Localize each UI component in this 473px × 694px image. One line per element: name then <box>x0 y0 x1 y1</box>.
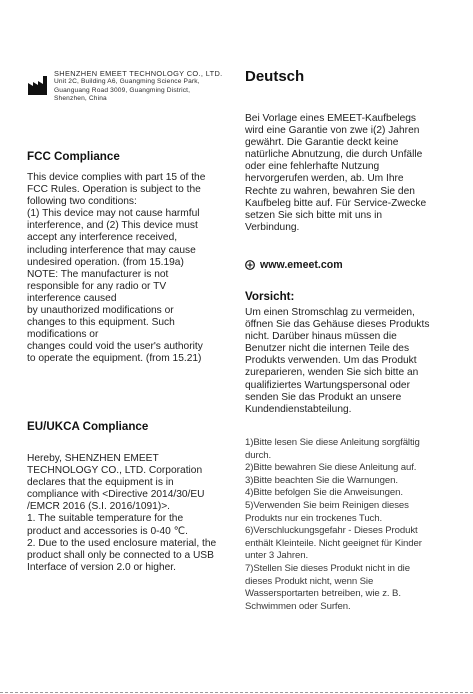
vorsicht-line: Kundendienstabteilung. <box>245 403 352 415</box>
eu-line: 1. The suitable temperature for the <box>27 513 184 525</box>
deutsch-line: Bei Vorlage eines EMEET-Kaufbelegs <box>245 113 417 124</box>
manufacturer-block <box>27 68 227 118</box>
eu-line: Interface of version 2.0 or higher. <box>27 561 176 573</box>
eu-ukca-heading: EU/UKCA Compliance <box>27 420 149 433</box>
fcc-line: changes to this equipment. Such <box>27 317 175 329</box>
deutsch-line: Verbindung. <box>245 221 300 233</box>
vorsicht-line: Produkts verwenden. Um das Produkt <box>245 355 417 367</box>
fcc-line: This device complies with part 15 of the <box>27 172 206 183</box>
fcc-line: modifications or <box>27 329 99 341</box>
deutsch-line: gewährt. Die Garantie deckt keine <box>245 137 399 149</box>
list-item: 5)Verwenden Sie beim Reinigen dieses <box>245 499 409 511</box>
deutsch-line: natürliche Abnutzung, die durch Unfälle <box>245 149 423 161</box>
fcc-line: to operate the equipment. (from 15.21) <box>27 353 202 365</box>
fcc-line: undesired operation. (from 15.19a) <box>27 256 184 268</box>
eu-line: /EMCR 2016 (S.I. 2016/1091)>. <box>27 501 170 513</box>
vorsicht-line: öffnen Sie das Gehäuse dieses Produkts <box>245 319 430 331</box>
eu-line: product shall only be connected to a USB <box>27 549 214 561</box>
safety-instructions-list <box>245 437 467 613</box>
list-item: enthält Kleinteile. Nicht geeignet für Kinder <box>245 537 422 549</box>
list-item: 1)Bitte lesen Sie diese Anleitung sorgfältig <box>245 437 420 448</box>
manufacturer-address-line: Shenzhen, China <box>54 95 107 103</box>
fcc-line: (1) This device may not cause harmful <box>27 208 200 220</box>
manufacturer-address <box>54 70 234 104</box>
eu-line: 2. Due to the used enclosure material, the <box>27 537 217 549</box>
list-item: Produkts nur ein trockenes Tuch. <box>245 512 383 524</box>
eu-line: Hereby, SHENZHEN EMEET <box>27 453 159 464</box>
deutsch-warranty-text <box>245 113 467 234</box>
fcc-line: interference, and (2) This device must <box>27 220 198 232</box>
manufacturer-name: SHENZHEN EMEET TECHNOLOGY CO., LTD. <box>54 69 223 78</box>
fcc-line: by unauthorized modifications or <box>27 305 174 317</box>
fcc-line: responsible for any radio or TV <box>27 280 167 292</box>
deutsch-line: setzen Sie sich bitte mit uns in <box>245 209 383 221</box>
fcc-line: NOTE: The manufacturer is not <box>27 268 169 280</box>
fcc-heading: FCC Compliance <box>27 150 120 163</box>
list-item: 7)Stellen Sie dieses Produkt nicht in die <box>245 562 410 574</box>
fcc-line: including interference that may cause <box>27 244 196 256</box>
list-item: durch. <box>245 449 272 461</box>
eu-line: declares that the equipment is in <box>27 477 174 489</box>
website-link[interactable] <box>245 259 343 271</box>
vorsicht-text <box>245 307 467 416</box>
vorsicht-line: senden Sie das Produkt an unsere <box>245 391 402 403</box>
list-item: 4)Bitte befolgen Sie die Anweisungen. <box>245 487 403 499</box>
manufacturer-address-line: Unit 2C, Building A6, Guangming Science Park, <box>54 78 200 86</box>
eu-line: compliance with <Directive 2014/30/EU <box>27 489 205 501</box>
list-item: unter 3 Jahren. <box>245 550 309 562</box>
fcc-line: changes could void the user's authority <box>27 341 203 353</box>
deutsch-line: wird eine Garantie von zwe i(2) Jahren <box>245 125 420 137</box>
list-item: Wassersportarten betreiben, wie z. B. <box>245 588 401 600</box>
eu-line: product and accessories is 0-40 ℃. <box>27 525 188 537</box>
fcc-line: accept any interference received, <box>27 232 178 244</box>
manufacturer-address-line: Guanguang Road 3009, Guangming District, <box>54 86 191 94</box>
eu-line: TECHNOLOGY CO., LTD. Corporation <box>27 465 203 477</box>
vorsicht-line: qualifiziertes Wartungspersonal oder <box>245 379 410 391</box>
deutsch-line: hervorgerufen werden, ab. Um Ihre <box>245 173 404 185</box>
vorsicht-line: nicht. Darüber hinaus müssen die <box>245 331 397 343</box>
fcc-line: following two conditions: <box>27 196 137 208</box>
eu-ukca-text <box>27 453 232 574</box>
deutsch-heading: Deutsch <box>245 68 305 85</box>
vorsicht-line: Benutzer nicht die internen Teile des <box>245 343 410 355</box>
vorsicht-heading: Vorsicht: <box>245 290 295 303</box>
deutsch-line: Kaufbeleg bitte auf. Für Service-Zwecke <box>245 197 427 209</box>
list-item: 6)Verschluckungsgefahr - Dieses Produkt <box>245 525 418 537</box>
list-item: 2)Bitte bewahren Sie diese Anleitung auf. <box>245 462 417 474</box>
website-url[interactable]: www.emeet.com <box>260 259 343 271</box>
fcc-line: FCC Rules. Operation is subject to the <box>27 184 201 196</box>
list-item: Schwimmen oder Surfen. <box>245 600 351 612</box>
vorsicht-line: Um einen Stromschlag zu vermeiden, <box>245 307 415 318</box>
fcc-line: interference caused <box>27 292 117 304</box>
factory-icon <box>27 74 49 96</box>
deutsch-line: oder eine fehlerhafte Nutzung <box>245 161 380 173</box>
vorsicht-line: zureparieren, wenden Sie sich bitte an <box>245 367 419 379</box>
list-item: dieses Produkt nicht, wenn Sie <box>245 575 374 587</box>
globe-icon <box>245 260 255 270</box>
fcc-text <box>27 172 232 366</box>
deutsch-line: Rechte zu wahren, bewahren Sie den <box>245 185 415 197</box>
list-item: 3)Bitte beachten Sie die Warnungen. <box>245 474 398 486</box>
